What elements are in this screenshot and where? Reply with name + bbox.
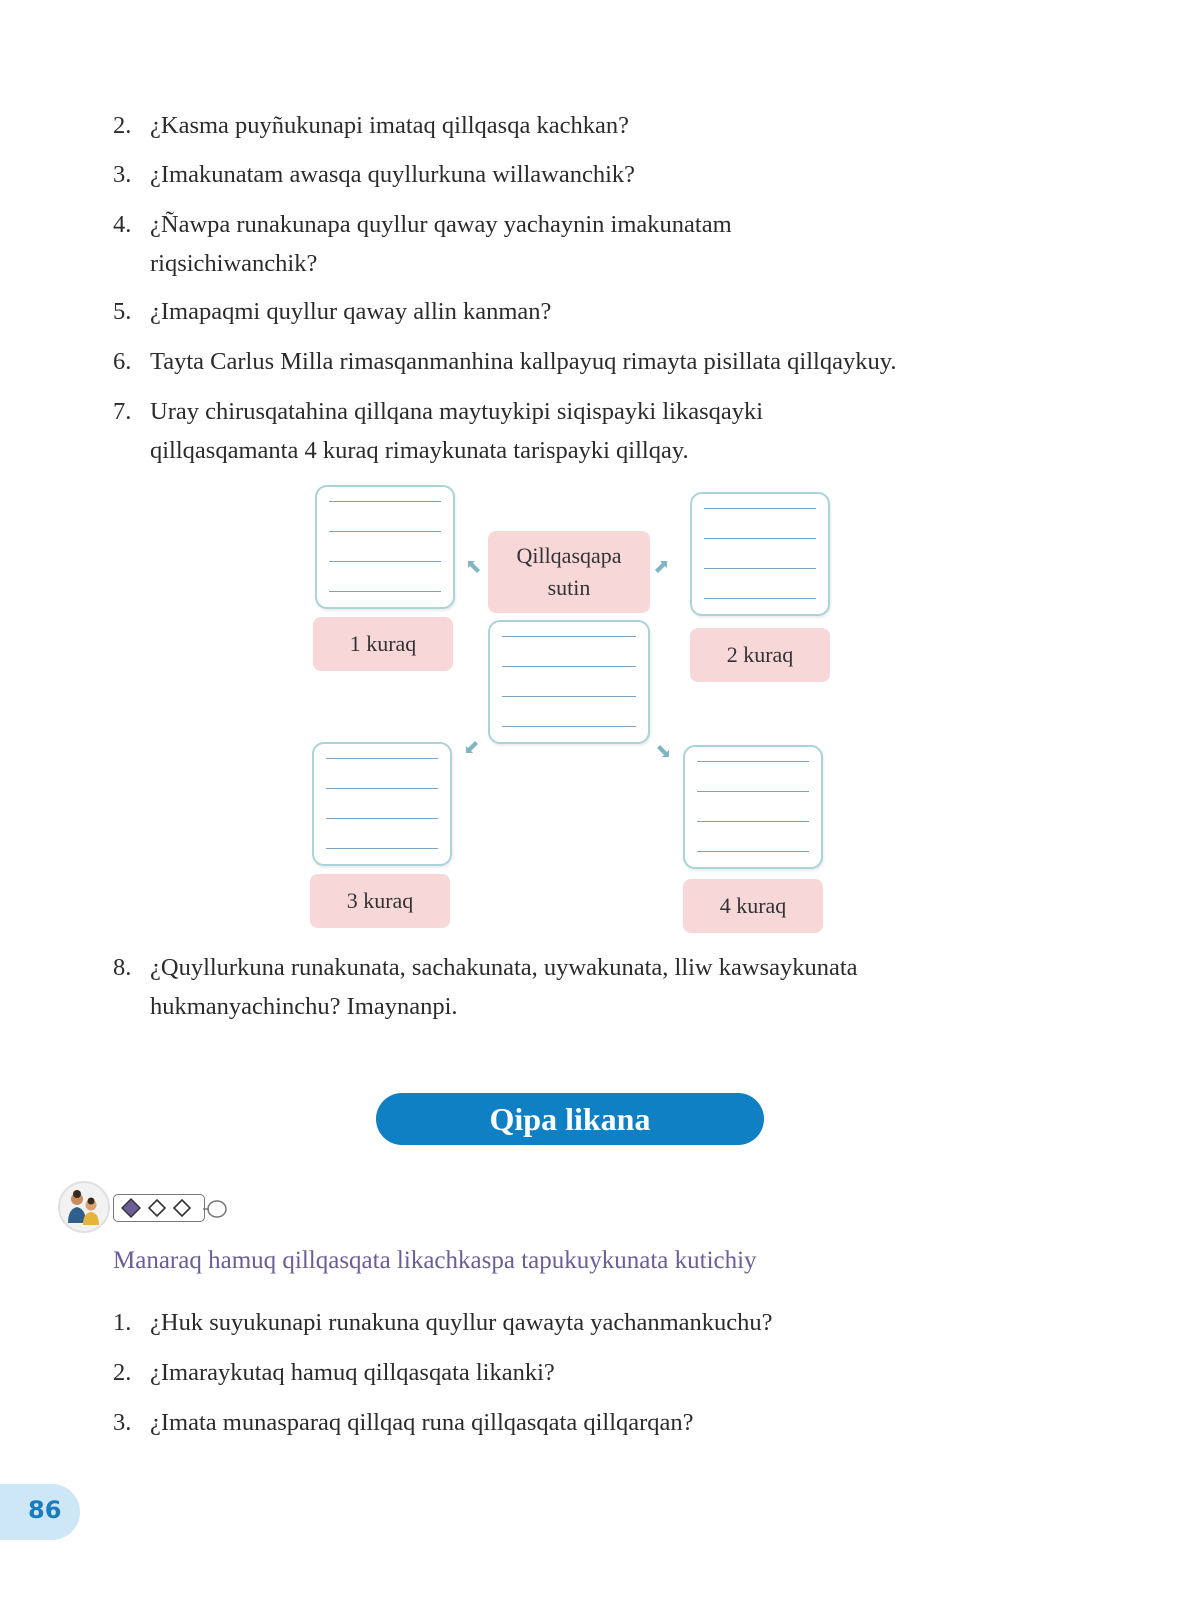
answer-box-2 <box>690 492 830 616</box>
question-text-line1: ¿Quyllurkuna runakunata, sachakunata, uywakunata, lliw kawsaykunata <box>150 954 858 981</box>
arrow-down-left-icon <box>463 738 481 756</box>
question-text: ¿Kasma puyñukunapi imataq qillqasqa kachkan? <box>150 112 629 139</box>
section-title-banner: Qipa likana <box>376 1093 764 1145</box>
question-number: 2. <box>113 112 132 139</box>
answer-box-1 <box>315 485 455 609</box>
students-avatar-icon <box>60 1183 108 1231</box>
answer-box-4 <box>683 745 823 869</box>
tag-1-kuraq: 1 kuraq <box>313 617 453 671</box>
question-number: 2. <box>113 1359 132 1386</box>
question-number: 4. <box>113 211 132 238</box>
answer-box-3 <box>312 742 452 866</box>
question-number: 7. <box>113 398 132 425</box>
page-number: 86 <box>28 1496 62 1524</box>
section-subheading: Manaraq hamuq qillqasqata likachkaspa tapukuykunata kutichiy <box>113 1247 757 1274</box>
question-text: ¿Imaraykutaq hamuq qillqasqata likanki? <box>150 1359 555 1386</box>
students-illustration-icon <box>60 1183 108 1231</box>
tag-4-kuraq: 4 kuraq <box>683 879 823 933</box>
question-number: 3. <box>113 1409 132 1436</box>
arrow-up-left-icon <box>465 558 483 576</box>
question-text: ¿Imapaqmi quyllur qaway allin kanman? <box>150 298 552 325</box>
center-title-line2: sutin <box>547 575 591 600</box>
question-text-line2: riqsichiwanchik? <box>150 250 318 277</box>
arrow-up-right-icon <box>652 558 670 576</box>
tag-2-kuraq: 2 kuraq <box>690 628 830 682</box>
question-number: 8. <box>113 954 132 981</box>
question-number: 5. <box>113 298 132 325</box>
question-number: 3. <box>113 161 132 188</box>
question-number: 1. <box>113 1309 132 1336</box>
answer-box-center <box>488 620 650 744</box>
question-text-line1: ¿Ñawpa runakunapa quyllur qaway yachaynin imakunatam <box>150 211 732 238</box>
question-text: ¿Imakunatam awasqa quyllurkuna willawanchik? <box>150 161 636 188</box>
question-text-line2: hukmanyachinchu? Imaynanpi. <box>150 993 458 1020</box>
diamonds-icon <box>113 1194 205 1222</box>
question-text-line2: qillqasqamanta 4 kuraq rimaykunata tarispayki qillqay. <box>150 437 689 464</box>
tag-3-kuraq: 3 kuraq <box>310 874 450 928</box>
question-text: ¿Huk suyukunapi runakuna quyllur qawayta yachanmankuchu? <box>150 1309 773 1336</box>
center-title-line1: Qillqasqapa <box>516 543 622 568</box>
question-number: 6. <box>113 348 132 375</box>
question-text: ¿Imata munasparaq qillqaq runa qillqasqata qillqarqan? <box>150 1409 694 1436</box>
center-title-tag <box>488 531 650 613</box>
tag-loop-icon <box>203 1198 229 1220</box>
question-text: Tayta Carlus Milla rimasqanmanhina kallpayuq rimayta pisillata qillqaykuy. <box>150 348 897 375</box>
question-text-line1: Uray chirusqatahina qillqana maytuykipi siqispayki likasqayki <box>150 398 764 425</box>
arrow-down-right-icon <box>654 742 672 760</box>
difficulty-level-indicator <box>113 1194 205 1222</box>
